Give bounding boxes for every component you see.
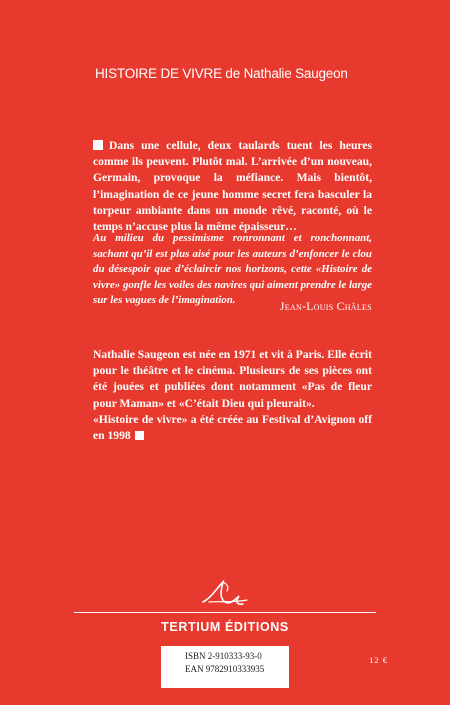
quote-author: Jean-Louis Châles <box>279 300 372 313</box>
book-title-header: HISTOIRE DE VIVRE de Nathalie Saugeon <box>95 66 348 81</box>
isbn-barcode-box <box>161 646 289 688</box>
ean-number: EAN 9782910333935 <box>185 664 265 674</box>
review-quote: Au milieu du pessimisme ronronnant et ronchonnant, sachant qu’il est plus aisé pour les auteurs d’enfoncer le clou du désespoir que d’éclaircir nos horizons, cette «Histoire de vivre» gonfle les voiles des navires qui aiment prendre le large sur les vagues de l’imagination. <box>93 232 372 307</box>
author-bio <box>93 347 372 444</box>
publisher-logo-icon <box>199 578 251 608</box>
end-square-icon <box>135 431 144 440</box>
isbn-number: ISBN 2-910333-93-0 <box>185 651 262 661</box>
bio-paragraph-2 <box>93 412 372 444</box>
divider-line <box>74 612 376 613</box>
publisher-name: TERTIUM ÉDITIONS <box>161 620 289 634</box>
synopsis-paragraph <box>93 138 372 235</box>
bullet-square-icon <box>93 140 103 150</box>
bio-paragraph-1: Nathalie Saugeon est née en 1971 et vit à Paris. Elle écrit pour le théâtre et le cinéma. Plusieurs de ses pièces ont été jouées et publiées dont notamment «Pas de fleur pour Maman» et «C’était Dieu qui pleurait». <box>93 348 372 410</box>
price-label: 12 € <box>369 655 388 665</box>
synopsis-text: Dans une cellule, deux taulards tuent les heures comme ils peuvent. Plutôt mal. L’arrivée d’un nouveau, Germain, provoque la méfiance. Mais bientôt, l’imagination de ce jeune homme secret fera basculer la torpeur ambiante dans un monde rêvé, raconté, où le temps n’accuse plus la même épaisseur… <box>93 139 372 234</box>
bio-paragraph-2-text: «Histoire de vivre» a été créée au Festival d’Avignon off en 1998 <box>93 412 372 443</box>
